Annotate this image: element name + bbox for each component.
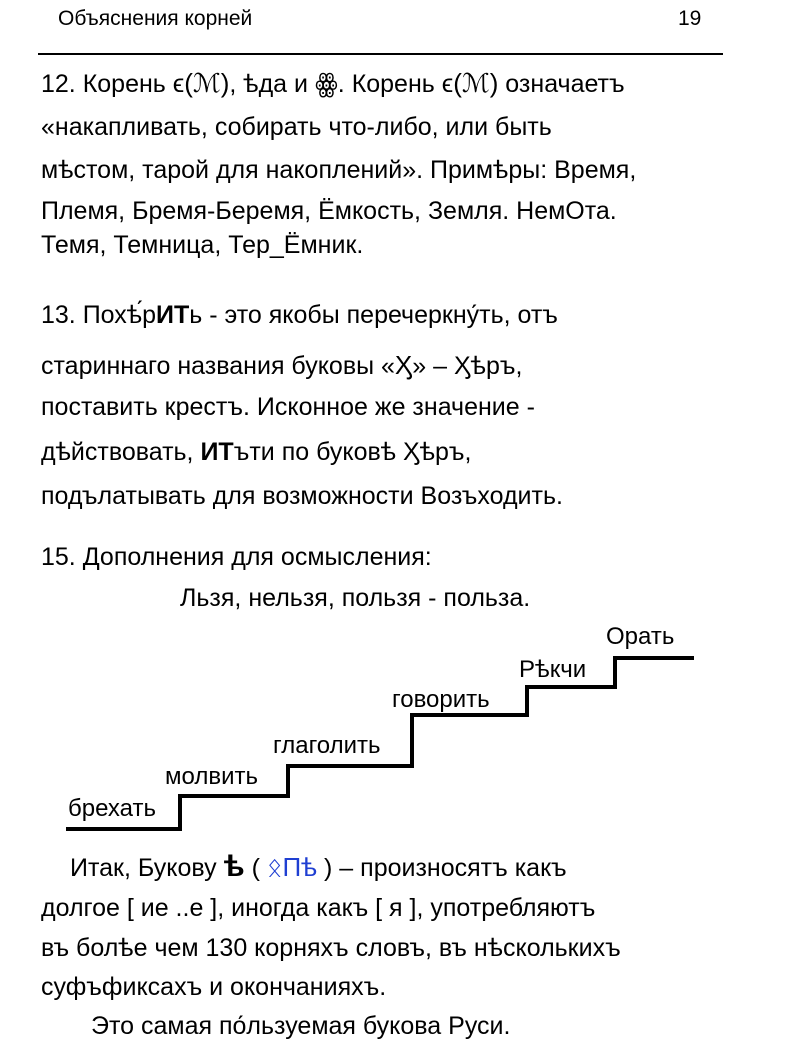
closing-line-1	[70, 850, 567, 884]
stair-step-label: глаголить	[273, 732, 381, 759]
kher-glyph-icon: Ӽ	[394, 350, 413, 380]
text-segment: ь - это якобы перечеркну́ть, отъ	[189, 301, 558, 329]
closing-line-2: долгое [ ие ..е ], иногда какъ [ я ], употребляютъ	[41, 894, 596, 922]
page-number: 19	[678, 7, 702, 30]
section-12-line-5: Темя, Темница, Тер_Ёмник.	[41, 231, 364, 259]
closing-line-3: въ болѣе чем 130 корняхъ словъ, въ нѣсколькихъ	[41, 934, 621, 962]
text-segment: означаетъ	[498, 70, 625, 98]
ornament-glyph-icon: ꙮ	[314, 68, 338, 98]
closing-line-5: Это самая по́льзуемая букова Руси.	[91, 1012, 511, 1040]
section-12-line-4: Племя, Бремя-Беремя, Ёмкость, Земля. НемОта.	[41, 197, 617, 225]
root-glyph-icon: ϵ(ℳ)	[172, 68, 230, 98]
closing-line-4: суфъфиксахъ и окончанияхъ.	[41, 973, 387, 1001]
page-header-title: Объяснения корней	[58, 7, 253, 30]
section-12-line-2: «накапливать, собирать что-либо, или быть	[41, 113, 552, 141]
text-segment: (	[244, 854, 267, 882]
text-segment: – произносятъ какъ	[332, 854, 567, 882]
text-segment: . Корень	[337, 70, 442, 98]
text-segment: » – Ӽѣръ,	[412, 352, 523, 380]
text-segment: стариннаго названия буковы «	[41, 352, 395, 380]
text-segment: 13. Похѣ́р	[41, 301, 157, 329]
text-segment: Итак, Букову	[70, 854, 224, 882]
text-segment: дѣйствовать,	[41, 438, 201, 466]
stair-step-label: молвить	[165, 763, 258, 790]
bold-segment: ИТ	[156, 301, 190, 329]
stair-step-label: Орать	[606, 623, 675, 650]
section-13-line-3: поставить крестъ. Исконное же значение -	[41, 393, 535, 421]
section-13-line-5: подълатывать для возможности Возъходить.	[41, 482, 563, 510]
stair-step-label: Рѣкчи	[519, 656, 587, 683]
root-glyph-icon: ϵ(ℳ)	[441, 68, 499, 98]
text-segment: )	[317, 854, 333, 882]
yat-glyph-icon: ѣ	[223, 850, 245, 883]
runic-yat-glyph-icon: ᛟПѣ	[266, 852, 318, 882]
text-segment: 12. Корень	[41, 70, 173, 98]
bold-segment: ИТ	[200, 438, 234, 466]
text-segment: ъти по буковѣ Ӽѣръ,	[233, 438, 472, 466]
section-15-subtitle: Льзя, нельзя, пользя - польза.	[180, 584, 531, 612]
stair-step-label: брехать	[68, 795, 156, 822]
text-segment: , ѣда и	[229, 70, 315, 98]
stair-step-label: говорить	[392, 686, 490, 713]
section-12-line-3: мѣстом, тарой для накоплений». Примѣры: Время,	[41, 156, 637, 184]
section-15-title: 15. Дополнения для осмысления:	[41, 543, 432, 571]
